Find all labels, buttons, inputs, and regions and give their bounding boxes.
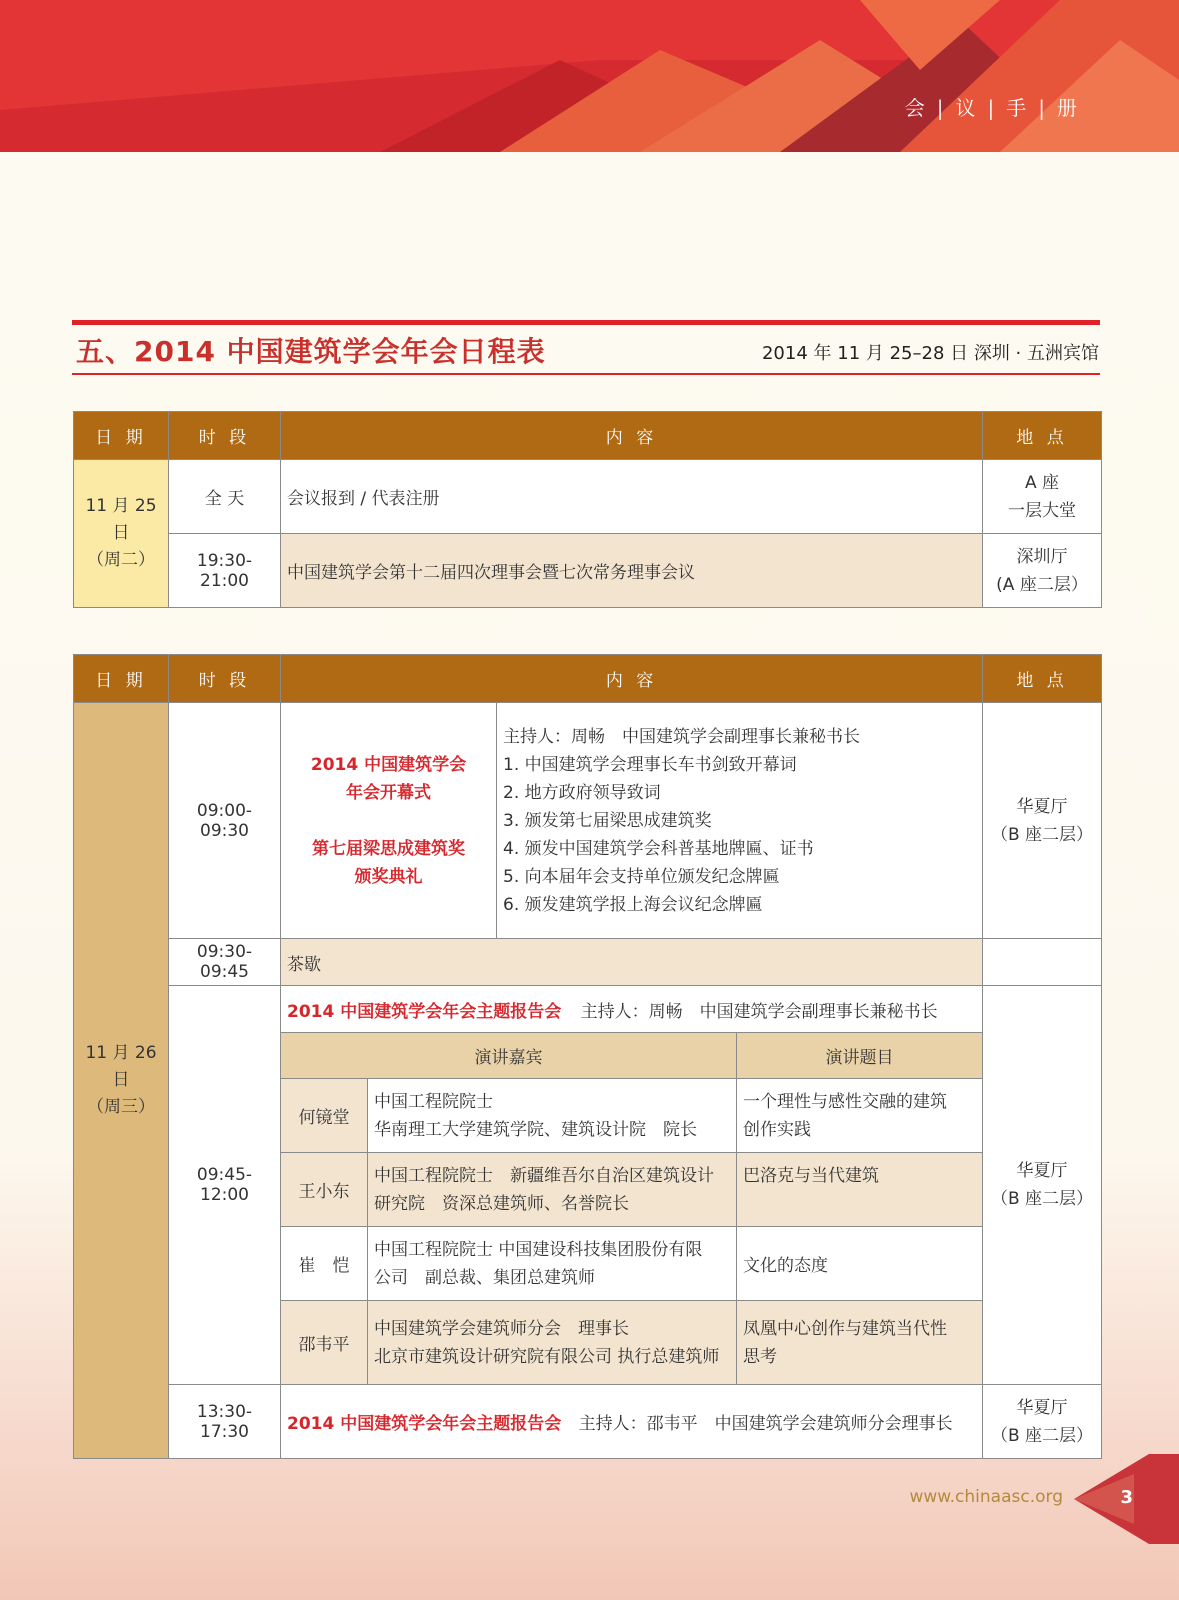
content-cell: 中国建筑学会第十二届四次理事会暨七次常务理事会议	[281, 534, 983, 608]
page-number: 3	[1120, 1487, 1133, 1508]
speaker-title	[368, 1301, 737, 1385]
afternoon-host: 主持人：邵韦平 中国建筑学会建筑师分会理事长	[578, 1414, 953, 1434]
agenda-item: 4. 颁发中国建筑学会科普基地牌匾、证书	[503, 838, 814, 859]
banner-title	[905, 92, 1079, 121]
location-cell	[983, 460, 1102, 534]
agenda-host: 主持人：周畅 中国建筑学会副理事长兼秘书长	[503, 726, 860, 747]
location-cell	[983, 1385, 1102, 1459]
topic-line: 文化的态度	[743, 1256, 828, 1276]
date-line: 11 月 26 日	[85, 1043, 157, 1090]
title-rule-bottom	[72, 373, 1100, 375]
weekday-line: （周二）	[87, 550, 155, 570]
speaker-topic	[737, 1153, 983, 1227]
location-line: （B 座二层）	[990, 1189, 1094, 1209]
location-line: 一层大堂	[1008, 500, 1076, 521]
speaker-name: 邵韦平	[281, 1301, 368, 1385]
footer-url[interactable]: www.chinaasc.org	[909, 1487, 1063, 1507]
speaker-title	[368, 1153, 737, 1227]
banner-char: 会	[904, 96, 927, 120]
page-subtitle: 2014 年 11 月 25–28 日 深圳 · 五洲宾馆	[761, 343, 1099, 364]
award-title-line: 颁奖典礼	[354, 866, 423, 887]
content-cell: 会议报到 / 代表注册	[281, 460, 983, 534]
banner-separator: |	[936, 96, 946, 120]
time-cell: 13:30-17:30	[169, 1385, 281, 1459]
opening-title-line: 2014 中国建筑学会	[310, 754, 467, 775]
time-cell: 09:45-12:00	[169, 986, 281, 1385]
report-heading-cell	[281, 986, 983, 1033]
banner-separator: |	[1038, 96, 1047, 120]
location-line: A 座	[1024, 472, 1060, 493]
header-content: 内 容	[281, 412, 983, 460]
speaker-topic	[737, 1301, 983, 1385]
time-cell: 19:30-21:00	[169, 534, 281, 608]
table-row	[74, 986, 1102, 1033]
title-rule-top	[72, 320, 1100, 325]
afternoon-title: 2014 中国建筑学会年会主题报告会	[287, 1414, 562, 1434]
schedule-table-day2	[73, 654, 1102, 1459]
time-cell: 全 天	[169, 460, 281, 534]
speaker-name: 崔 恺	[281, 1227, 368, 1301]
banner-char: 议	[955, 96, 978, 120]
topic-line: 创作实践	[743, 1119, 811, 1140]
opening-title-line: 年会开幕式	[346, 782, 431, 803]
header-location: 地 点	[983, 412, 1102, 460]
location-line: (A 座二层）	[996, 574, 1088, 595]
speaker-title-line: 华南理工大学建筑学院、建筑设计院 院长	[374, 1119, 697, 1140]
speaker-title-line: 研究院 资深总建筑师、名誉院长	[374, 1193, 629, 1214]
location-cell	[983, 939, 1102, 986]
speaker-name: 王小东	[281, 1153, 368, 1227]
speaker-title-line: 公司 副总裁、集团总建筑师	[374, 1267, 595, 1288]
location-line: 华夏厅	[1016, 1161, 1068, 1181]
table-row	[74, 534, 1102, 608]
table-row	[74, 703, 1102, 939]
report-title: 2014 中国建筑学会年会主题报告会	[287, 1001, 562, 1022]
topic-line: 思考	[743, 1346, 777, 1367]
location-line: 华夏厅	[1016, 796, 1068, 817]
header-time: 时 段	[169, 412, 281, 460]
agenda-item: 3. 颁发第七届梁思成建筑奖	[503, 810, 712, 831]
speaker-title-line: 中国工程院院士 中国建设科技集团股份有限	[374, 1239, 703, 1260]
speaker-name: 何镜堂	[281, 1079, 368, 1153]
speaker-title	[368, 1079, 737, 1153]
agenda-item: 1. 中国建筑学会理事长车书剑致开幕词	[503, 754, 797, 775]
location-cell	[983, 986, 1102, 1385]
location-cell	[983, 534, 1102, 608]
time-cell: 09:30-09:45	[169, 939, 281, 986]
header-time: 时 段	[169, 655, 281, 703]
location-cell	[983, 703, 1102, 939]
speaker-title-line: 中国工程院院士 新疆维吾尔自治区建筑设计	[374, 1165, 714, 1186]
page-title: 五、2014 中国建筑学会年会日程表	[76, 335, 546, 368]
agenda-item: 2. 地方政府领导致词	[503, 782, 661, 803]
header-content: 内 容	[281, 655, 983, 703]
topic-line: 一个理性与感性交融的建筑	[743, 1091, 947, 1112]
opening-title-cell	[281, 703, 497, 939]
date-line: 11 月 25 日	[85, 496, 157, 543]
topic-line: 巴洛克与当代建筑	[743, 1166, 879, 1186]
date-cell	[74, 703, 169, 1459]
table-row	[74, 939, 1102, 986]
opening-agenda-cell	[497, 703, 983, 939]
topic-line: 凤凰中心创作与建筑当代性	[743, 1318, 947, 1339]
header-date: 日 期	[74, 655, 169, 703]
speaker-title-line: 中国建筑学会建筑师分会 理事长	[374, 1318, 629, 1339]
content-cell: 茶歇	[281, 939, 983, 986]
location-line: 华夏厅	[1016, 1397, 1068, 1418]
speaker-title	[368, 1227, 737, 1301]
location-line: （B 座二层）	[990, 824, 1094, 845]
location-line: （B 座二层）	[990, 1425, 1094, 1446]
speaker-title-line: 北京市建筑设计研究院有限公司 执行总建筑师	[374, 1346, 720, 1367]
table-row	[74, 460, 1102, 534]
banner-char: 手	[1006, 96, 1029, 120]
afternoon-heading-cell	[281, 1385, 983, 1459]
speaker-title-line: 中国工程院院士	[374, 1091, 493, 1112]
banner-separator: |	[987, 96, 997, 120]
header-date: 日 期	[74, 412, 169, 460]
header-location: 地 点	[983, 655, 1102, 703]
date-cell	[74, 460, 169, 608]
header-banner	[0, 0, 1179, 152]
weekday-line: （周三）	[87, 1097, 155, 1117]
schedule-table-day1	[73, 411, 1102, 608]
topic-column-header: 演讲题目	[737, 1033, 983, 1079]
location-line: 深圳厅	[1016, 546, 1068, 567]
banner-graphic	[0, 0, 1179, 152]
report-host: 主持人：周畅 中国建筑学会副理事长兼秘书长	[580, 1001, 938, 1022]
speaker-column-header: 演讲嘉宾	[281, 1033, 737, 1079]
time-cell: 09:00-09:30	[169, 703, 281, 939]
speaker-topic	[737, 1227, 983, 1301]
table-row	[74, 1385, 1102, 1459]
agenda-item: 6. 颁发建筑学报上海会议纪念牌匾	[503, 894, 763, 915]
agenda-item: 5. 向本届年会支持单位颁发纪念牌匾	[503, 866, 780, 887]
banner-char: 册	[1057, 96, 1079, 120]
award-title-line: 第七届梁思成建筑奖	[312, 838, 465, 859]
speaker-topic	[737, 1079, 983, 1153]
